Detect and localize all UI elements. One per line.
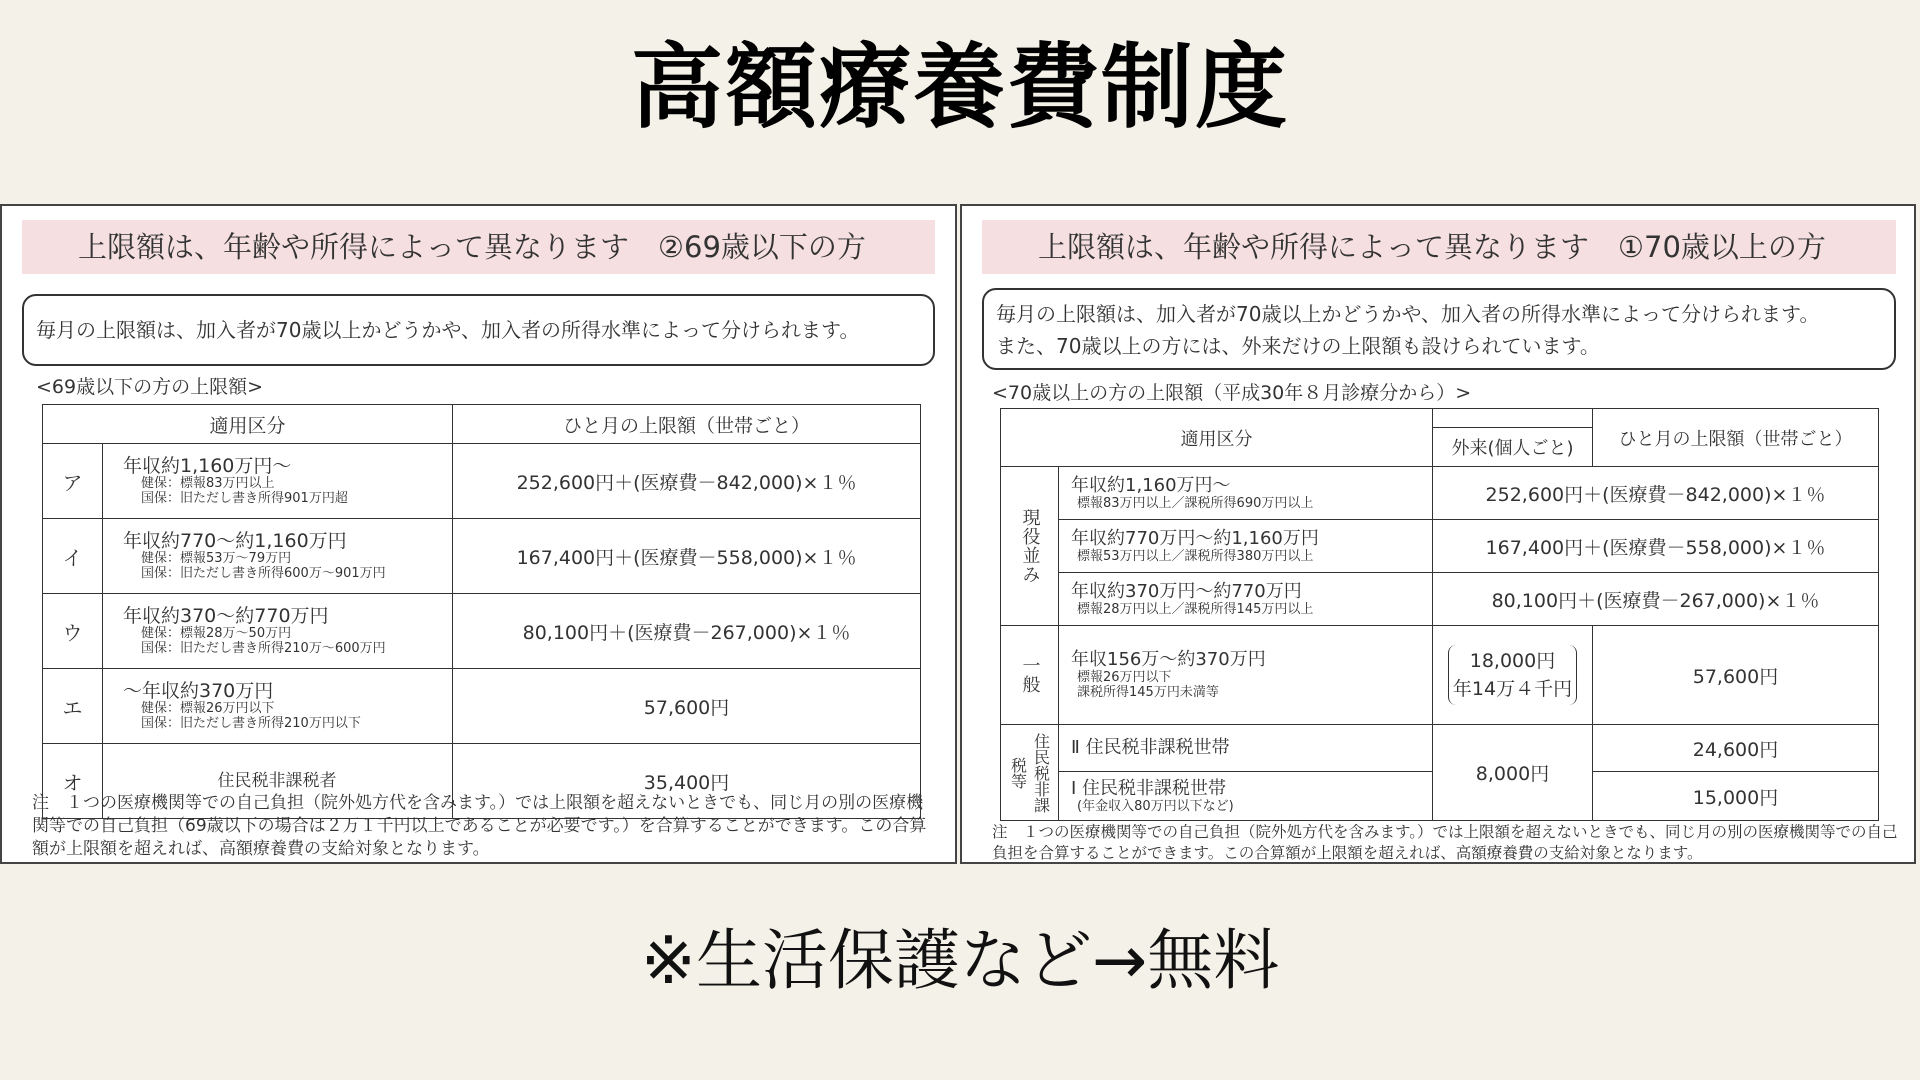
table-row bbox=[43, 669, 921, 744]
row-kana: オ bbox=[43, 744, 103, 819]
header-spacer bbox=[1433, 409, 1593, 428]
row-amount: 252,600円＋(医療費－842,000)×１％ bbox=[1433, 467, 1879, 520]
subhead-70-plus: <70歳以上の方の上限額（平成30年８月診療分から）> bbox=[992, 382, 1472, 404]
panel-70-plus bbox=[960, 204, 1916, 864]
limit-table-70-plus bbox=[1000, 408, 1879, 821]
outpatient-bracket bbox=[1448, 645, 1577, 705]
row-main: ～年収約370万円 bbox=[123, 680, 274, 702]
note-box-70-plus bbox=[982, 288, 1896, 370]
group-ippan-label: 一般 bbox=[1019, 656, 1041, 694]
row-kana: イ bbox=[43, 519, 103, 594]
row-sub: 標報83万円以上／課税所得690万円以上 bbox=[1077, 495, 1314, 511]
row-amount: 57,600円 bbox=[453, 669, 921, 744]
row-main: 年収約770万円～約1,160万円 bbox=[1071, 527, 1319, 549]
header-outpatient: 外来(個人ごと) bbox=[1433, 428, 1593, 467]
header-amount: ひと月の上限額（世帯ごと） bbox=[1593, 409, 1879, 467]
row-kana: ウ bbox=[43, 594, 103, 669]
row-amount: 80,100円＋(医療費－267,000)×１％ bbox=[1433, 573, 1879, 626]
row-outpatient: 8,000円 bbox=[1433, 725, 1593, 821]
group-hikazei-label: 住民税非課税等 bbox=[1008, 732, 1051, 813]
row-category bbox=[103, 669, 453, 744]
group-genekinami-label: 現役並み bbox=[1019, 508, 1041, 584]
row-category bbox=[1059, 626, 1433, 725]
panel-under-69 bbox=[0, 204, 957, 864]
row-category bbox=[103, 519, 453, 594]
table-row bbox=[43, 444, 921, 519]
row-sub: (年金収入80万円以下など) bbox=[1077, 798, 1234, 814]
group-genekinami bbox=[1001, 467, 1059, 626]
header-category: 適用区分 bbox=[1001, 409, 1433, 467]
outpatient-line2: 年14万４千円 bbox=[1452, 678, 1573, 700]
row-main: 年収約1,160万円～ bbox=[1071, 474, 1231, 496]
row-amount: 15,000円 bbox=[1593, 772, 1879, 821]
row-main: 年収156万～約370万円 bbox=[1071, 649, 1266, 670]
page-title: 高額療養費制度 bbox=[630, 34, 1289, 141]
row-outpatient bbox=[1433, 626, 1593, 725]
header-category: 適用区分 bbox=[43, 405, 453, 444]
row-sub1: 健保：標報83万円以上 bbox=[141, 476, 275, 491]
footer-note: ※生活保護など→無料 bbox=[640, 922, 1280, 999]
table-row bbox=[43, 519, 921, 594]
row-sub1: 健保：標報53万～79万円 bbox=[141, 551, 292, 566]
table-row bbox=[1001, 725, 1879, 772]
row-sub1: 標報26万円以下 bbox=[1077, 670, 1172, 685]
footnote-70-plus: 注 １つの医療機関等での自己負担（院外処方代を含みます。）では上限額を超えないときでも、同じ月の別の医療機関等での自己負担を合算することができます。この合算額が上限額を超えれば、高額療養費の支給対象となります。 bbox=[992, 823, 1898, 862]
row-amount: 167,400円＋(医療費－558,000)×１％ bbox=[1433, 520, 1879, 573]
limit-table-under-69 bbox=[42, 404, 921, 819]
row-main: Ⅰ 住民税非課税世帯 bbox=[1071, 777, 1227, 799]
table-row bbox=[1001, 573, 1879, 626]
table-header-row bbox=[1001, 409, 1879, 428]
banner-70-plus: 上限額は、年齢や所得によって異なります ①70歳以上の方 bbox=[982, 220, 1896, 274]
row-kana: エ bbox=[43, 669, 103, 744]
row-amount: 35,400円 bbox=[453, 744, 921, 819]
row-sub1: 健保：標報26万円以下 bbox=[141, 701, 275, 716]
note-line-2: また、70歳以上の方には、外来だけの上限額も設けられています。 bbox=[996, 334, 1600, 358]
row-category bbox=[1059, 520, 1433, 573]
row-category bbox=[1059, 573, 1433, 626]
row-sub2: 国保：旧ただし書き所得600万～901万円 bbox=[141, 566, 386, 581]
group-ippan bbox=[1001, 626, 1059, 725]
row-category: Ⅱ 住民税非課税世帯 bbox=[1059, 725, 1433, 772]
row-category bbox=[103, 444, 453, 519]
table-row bbox=[1001, 520, 1879, 573]
row-main: 年収約770～約1,160万円 bbox=[123, 530, 347, 552]
row-sub: 標報28万円以上／課税所得145万円以上 bbox=[1077, 601, 1314, 617]
row-amount: 24,600円 bbox=[1593, 725, 1879, 772]
table-row bbox=[1001, 467, 1879, 520]
row-main: 年収約1,160万円～ bbox=[123, 455, 292, 477]
note-box-under-69: 毎月の上限額は、加入者が70歳以上かどうかや、加入者の所得水準によって分けられます。 bbox=[22, 294, 935, 366]
row-amount: 252,600円＋(医療費－842,000)×１％ bbox=[453, 444, 921, 519]
note-line-1: 毎月の上限額は、加入者が70歳以上かどうかや、加入者の所得水準によって分けられます。 bbox=[996, 302, 1820, 326]
header-amount: ひと月の上限額（世帯ごと） bbox=[453, 405, 921, 444]
row-sub2: 国保：旧ただし書き所得210万～600万円 bbox=[141, 641, 386, 656]
row-sub2: 国保：旧ただし書き所得210万円以下 bbox=[141, 716, 361, 731]
row-category: 住民税非課税者 bbox=[103, 744, 453, 819]
table-header-row bbox=[43, 405, 921, 444]
row-category bbox=[1059, 772, 1433, 821]
subhead-under-69: <69歳以下の方の上限額> bbox=[36, 376, 264, 398]
row-amount: 167,400円＋(医療費－558,000)×１％ bbox=[453, 519, 921, 594]
row-sub: 標報53万円以上／課税所得380万円以上 bbox=[1077, 548, 1314, 564]
row-sub1: 健保：標報28万～50万円 bbox=[141, 626, 292, 641]
row-sub2: 課税所得145万円未満等 bbox=[1077, 685, 1219, 700]
table-row bbox=[1001, 626, 1879, 725]
row-kana: ア bbox=[43, 444, 103, 519]
outpatient-line1: 18,000円 bbox=[1469, 650, 1556, 672]
row-main: 年収約370～約770万円 bbox=[123, 605, 329, 627]
row-amount: 80,100円＋(医療費－267,000)×１％ bbox=[453, 594, 921, 669]
row-sub2: 国保：旧ただし書き所得901万円超 bbox=[141, 491, 348, 506]
row-category bbox=[1059, 467, 1433, 520]
group-hikazei bbox=[1001, 725, 1059, 821]
footnote-under-69: 注 １つの医療機関等での自己負担（院外処方代を含みます。）では上限額を超えないときでも、同じ月の別の医療機関等での自己負担（69歳以下の場合は２万１千円以上であることが必要です。）を合算することができます。この合算額が上限額を超えれば、高額療養費の支給対象となります。 bbox=[32, 793, 927, 859]
banner-under-69: 上限額は、年齢や所得によって異なります ②69歳以下の方 bbox=[22, 220, 935, 274]
table-row bbox=[43, 594, 921, 669]
row-main: 年収約370万円～約770万円 bbox=[1071, 580, 1302, 602]
row-amount: 57,600円 bbox=[1593, 626, 1879, 725]
row-category bbox=[103, 594, 453, 669]
